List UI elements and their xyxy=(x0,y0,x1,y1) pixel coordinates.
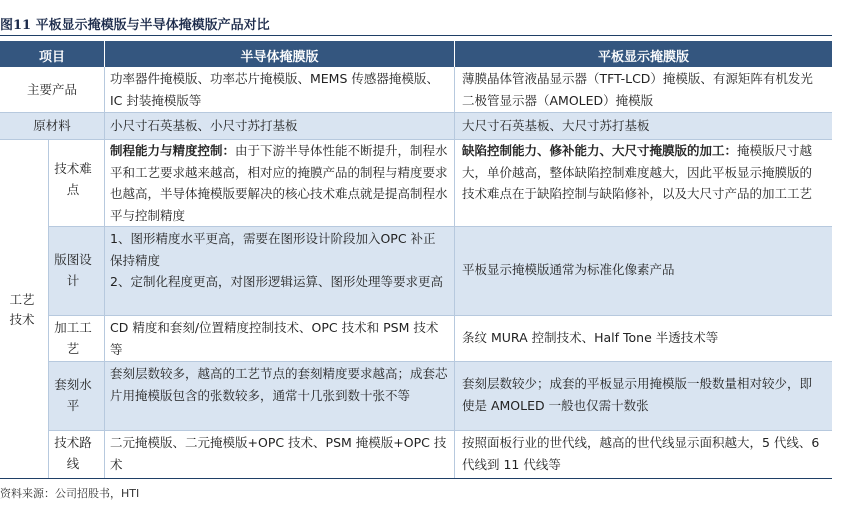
table-row xyxy=(0,315,832,361)
table-row xyxy=(48,361,832,430)
header-item: 项目 xyxy=(38,50,65,65)
row-label-layout-design: 版图设计 xyxy=(54,252,92,288)
table-row xyxy=(0,139,832,226)
row-label-overlay: 套刻水平 xyxy=(54,377,92,413)
flat-craft: 条纹 MURA 控制技术、Half Tone 半透技术等 xyxy=(462,330,719,345)
divider xyxy=(48,361,832,362)
semi-main-products: 功率器件掩模版、功率芯片掩模版、MEMS 传感器掩模版、IC 封装掩模版等 xyxy=(110,71,439,108)
flat-route: 按照面板行业的世代线，越高的世代线显示面积越大，5 代线、6 代线到 11 代线等 xyxy=(462,435,820,472)
table-row xyxy=(0,112,832,139)
table-row xyxy=(48,226,832,315)
flat-overlay: 套刻层数较少；成套的平板显示用掩模版一般数量相对较少，即使是 AMOLED 一般也仅需十数张 xyxy=(462,376,813,413)
figure-title: 图11 平板显示掩模版与半导体掩模版产品对比 xyxy=(0,18,270,33)
header-semi: 半导体掩膜版 xyxy=(240,50,319,65)
semi-difficulty xyxy=(110,140,448,226)
flat-difficulty-heading: 缺陷控制能力、修补能力、大尺寸掩膜版的加工： xyxy=(462,143,738,158)
divider xyxy=(0,112,832,113)
title-rule xyxy=(0,35,832,36)
semi-raw-material: 小尺寸石英基板、小尺寸苏打基板 xyxy=(110,118,298,133)
semi-difficulty-heading: 制程能力与精度控制： xyxy=(110,143,236,158)
divider xyxy=(48,226,832,227)
header-flat: 平板显示掩膜版 xyxy=(597,50,689,65)
row-group-process: 工艺技术 xyxy=(9,292,35,327)
header-semi-cell xyxy=(105,41,454,67)
divider xyxy=(48,139,49,478)
bottom-rule xyxy=(0,478,832,479)
semi-difficulty-text: 由于下游半导体性能不断提升，制程水平和工艺要求越来越高，相对应的掩膜产品的制程与精度要求也越高，半导体掩模版要解决的核心技术难点就是提高制程水平与控制精度 xyxy=(110,143,448,223)
semi-craft: CD 精度和套刻/位置精度控制技术、OPC 技术和 PSM 技术等 xyxy=(110,320,439,357)
table-row xyxy=(0,430,832,478)
row-label-route: 技术路线 xyxy=(54,435,92,471)
divider xyxy=(48,315,832,316)
header-flat-cell xyxy=(455,41,832,67)
divider xyxy=(104,67,105,478)
divider xyxy=(0,139,832,140)
semi-overlay: 套刻层数较多，越高的工艺节点的套刻精度要求越高；成套芯片用掩模版包含的张数较多，通常十几张到数十张不等 xyxy=(110,366,448,403)
row-label-difficulty: 技术难点 xyxy=(54,161,92,197)
flat-layout-design: 平板显示掩模版通常为标准化像素产品 xyxy=(462,262,675,277)
source-note: 资料来源：公司招股书，HTI xyxy=(0,487,140,500)
divider xyxy=(454,67,455,478)
semi-route: 二元掩模版、二元掩模版+OPC 技术、PSM 掩模版+OPC 技术 xyxy=(110,435,447,472)
flat-difficulty xyxy=(462,140,824,205)
flat-raw-material: 大尺寸石英基板、大尺寸苏打基板 xyxy=(462,118,650,133)
header-item-cell xyxy=(0,41,104,67)
divider xyxy=(48,430,832,431)
row-label-craft: 加工工艺 xyxy=(54,320,92,356)
row-label-main-products: 主要产品 xyxy=(26,82,77,97)
semi-layout-design: 1、图形精度水平更高，需要在图形设计阶段加入OPC 补正保持精度 2、定制化程度更高，对图形逻辑运算、图形处理等要求更高 xyxy=(110,231,443,289)
table-row xyxy=(0,67,832,112)
flat-main-products: 薄膜晶体管液晶显示器（TFT-LCD）掩模版、有源矩阵有机发光二极管显示器（AMOLED）掩模版 xyxy=(462,71,813,108)
flat-difficulty-text: 掩模版尺寸越大，单价越高，整体缺陷控制难度越大，因此平板显示掩膜版的技术难点在于缺陷控制与缺陷修补，以及大尺寸产品的加工工艺 xyxy=(462,143,813,201)
row-label-raw-material: 原材料 xyxy=(33,118,71,133)
